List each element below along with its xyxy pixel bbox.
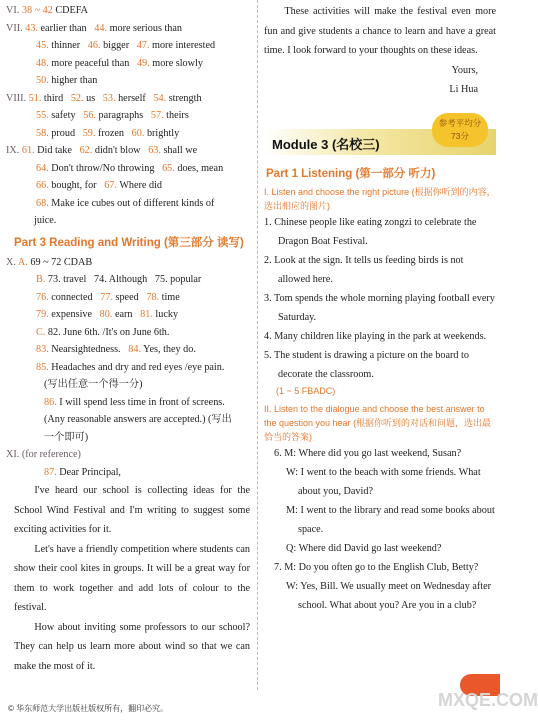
section-11: XI. (for reference) <box>6 449 81 460</box>
letter-paragraph-2: Let's have a friendly competition where students can show their cool kites in groups. It will be a great way for them to work together and add lots of colour to the festival. <box>14 543 250 613</box>
right-column <box>264 2 496 615</box>
copyright-footer: © 华东师范大学出版社版权所有，翻印必究。 <box>8 704 169 713</box>
note-1: (写出任意一个得一分) <box>44 379 143 390</box>
answer-line: 66. bought, for 67. Where did <box>36 180 163 191</box>
answer-line: 68. Make ice cubes out of different kinds of <box>36 197 215 209</box>
part3-heading: Part 3 Reading and Writing (第三部分 读写) <box>14 236 244 249</box>
section-6: VI. 38 ~ 42 CDEFA <box>6 5 89 16</box>
part1-heading: Part 1 Listening (第一部分 听力) <box>266 167 436 180</box>
section-10 <box>6 254 250 377</box>
section-7 <box>6 20 250 90</box>
letter-closing: Yours, <box>451 64 478 76</box>
listening-item: 3. Tom spends the whole morning playing football every Saturday. <box>264 292 495 323</box>
listening-item: 4. Many children like playing in the park at weekends. <box>264 330 487 342</box>
letter-paragraph-3: How about inviting some professors to our school? They can help us learn more about wind so that we can make the most of it. <box>14 621 250 672</box>
dialogue-6 <box>264 444 496 558</box>
left-column <box>6 2 250 676</box>
dialogue-line: W: Yes, Bill. We usually meet on Wednesday after school. What about you? Are you in a club? <box>286 580 492 611</box>
watermark-logo: MXQE.COM <box>438 690 538 710</box>
answer-line: IX. 61. Did take 62. didn't blow 63. shall we <box>6 145 198 156</box>
letter-ending: These activities will make the festival even more fun and give students a chance to learn and have a great time. I look forward to your thoughts on these ideas. <box>264 6 496 56</box>
answer-line: X. A. 69 ~ 72 CDAB <box>6 256 93 268</box>
letter-signature: Li Hua <box>449 83 478 95</box>
answer-line: 55. safety 56. paragraphs 57. theirs <box>36 110 189 121</box>
dialogue-line: 6. M: Where did you go last weekend, Susan? <box>274 447 462 459</box>
answer-86: 86. I will spend less time in front of screens. <box>44 396 225 408</box>
module-banner <box>264 117 496 155</box>
module-title: Module 3 (名校三) <box>272 136 380 152</box>
answer-line: 79. expensive 80. earn 81. lucky <box>36 309 179 320</box>
listening-item: 1. Chinese people like eating zongzi to celebrate the Dragon Boat Festival. <box>264 216 477 247</box>
letter-paragraph-1: I've heard our school is collecting ideas for the School Wind Festival and I'm writing to suggest some exciting activities for it. <box>14 485 250 535</box>
answer-line: 85. Headaches and dry and red eyes /eye pain. <box>36 361 225 373</box>
section-8 <box>6 90 250 143</box>
answer-line: VII. 43. earlier than 44. more serious than <box>6 22 182 34</box>
listening-item: 2. Look at the sign. It tells us feeding birds is not allowed here. <box>264 254 464 285</box>
answer-line: 48. more peaceful than 49. more slowly <box>36 57 203 69</box>
answer-line: 58. proud 59. frozen 60. brightly <box>36 127 180 139</box>
answer-86-note: (Any reasonable answers are accepted.) (写出 <box>44 414 232 425</box>
answer-line: 45. thinner 46. bigger 47. more interested <box>36 40 216 51</box>
answers-1-5: (1 ~ 5 FBADC) <box>276 385 336 396</box>
dialogue-line: 7. M: Do you often go to the English Club, Betty? <box>274 561 479 573</box>
answer-line: 50. higher than <box>36 75 98 86</box>
column-divider <box>257 0 258 690</box>
listening-item: 5. The student is drawing a picture on the board to decorate the classroom. <box>264 349 469 380</box>
dialogue-7 <box>264 558 496 615</box>
listening-items <box>264 213 496 384</box>
answer-line: VIII. 51. third 52. us 53. herself 54. strength <box>6 92 202 104</box>
average-score-badge: 参考平均分 73分 <box>432 113 488 147</box>
dialogue-line: W: I went to the beach with some friends. What about you, David? <box>286 466 481 497</box>
instruction-2: II. Listen to the dialogue and choose the best answer to the question you hear (根据你听到的对话和问题，选出最恰当的答案) <box>264 403 492 442</box>
section-9-tail: juice. <box>34 215 57 226</box>
answer-line: 76. connected 77. speed 78. time <box>36 291 180 303</box>
letter-body <box>6 481 250 676</box>
section-9 <box>6 142 250 212</box>
dialogue-line: Q: Where did David go last weekend? <box>286 542 442 554</box>
answer-line: C. 82. June 6th. /It's on June 6th. <box>36 326 170 338</box>
answer-86-note-2: 一个即可) <box>44 431 89 443</box>
answer-line: 64. Don't throw/No throwing 65. does, mean <box>36 162 224 174</box>
instruction-1: I. Listen and choose the right picture (根据你听到的内容，选出相应的图片) <box>264 186 496 211</box>
answer-line: B. 73. travel 74. Although 75. popular <box>36 274 202 285</box>
dialogue-line: M: I went to the library and read some books about space. <box>286 504 495 535</box>
answer-line: 83. Nearsightedness. 84. Yes, they do. <box>36 344 196 355</box>
answer-87: 87. Dear Principal, <box>44 466 121 478</box>
